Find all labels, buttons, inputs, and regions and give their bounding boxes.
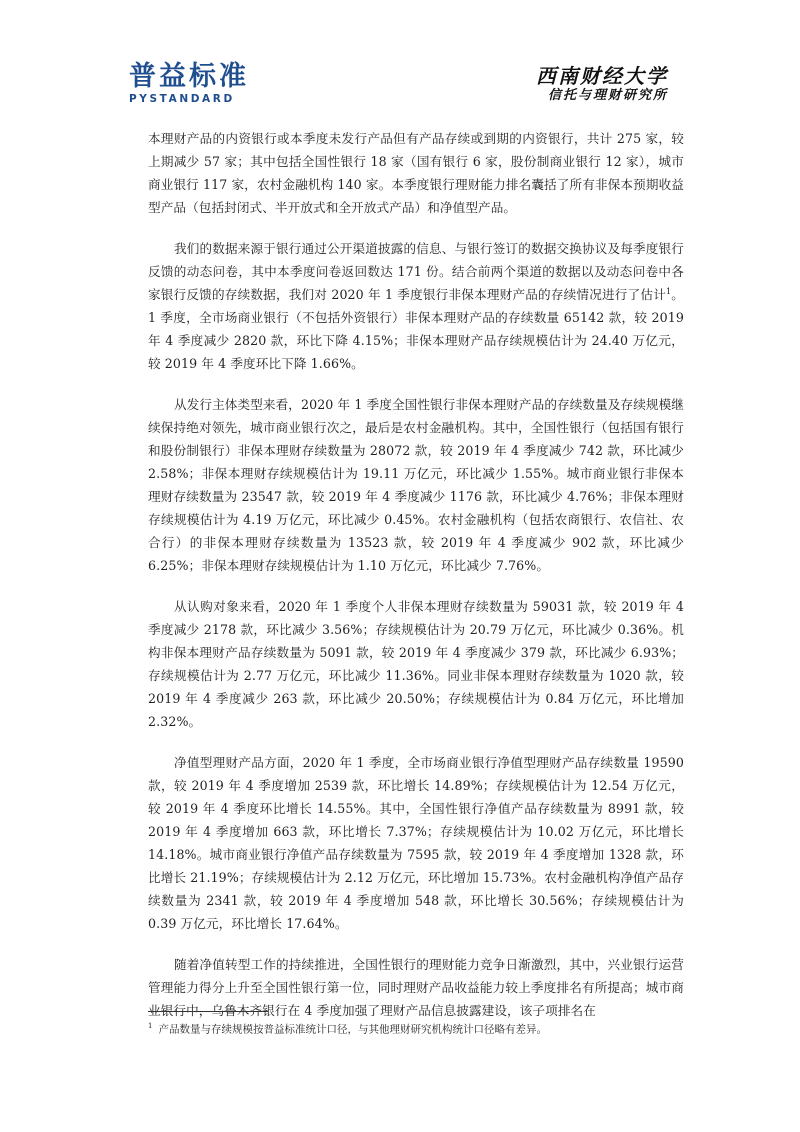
swufe-logo-cn: 西南财经大学	[536, 64, 668, 88]
footnote-text: 产品数量与存续规模按普益标准统计口径，与其他理财研究机构统计口径略有差异。	[158, 1023, 547, 1036]
paragraph-2-part-a: 我们的数据来源于银行通过公开渠道披露的信息、与银行签订的数据交换协议及每季度银行反馈的动态问卷，其中本季度问卷返回数达 171 份。结合前两个渠道的数据以及动态问卷中各家银行反馈的存续数据，我们对 2020 年 1 季度银行非保本理财产品的存续情况进行了估计	[148, 241, 684, 302]
swufe-logo	[536, 64, 668, 104]
footnote-mark: 1	[148, 1022, 153, 1030]
paragraph-3: 从发行主体类型来看，2020 年 1 季度全国性银行非保本理财产品的存续数量及存续规模继续保持绝对领先，城市商业银行次之，最后是农村金融机构。其中，全国性银行（包括国有银行和股份制银行）非保本理财存续数量为 28072 款，较 2019 年 4 季度减少 742 款，环比减少 2.58%；非保本理财存续规模估计为 19.11 万亿元，环比减少 1.55%。城市商业银行非保本理财存续数量为 23547 款，较 2019 年 4 季度减少 1176 款，环比减少 4.76%；非保本理财存续规模估计为 4.19 万亿元，环比减少 0.45%。农村金融机构（包括农商银行、农信社、农合行）的非保本理财存续数量为 13523 款，较 2019 年 4 季度减少 902 款，环比减少 6.25%；非保本理财存续规模估计为 1.10 万亿元，环比减少 7.76%。	[148, 397, 684, 573]
footnote-reference: 1	[666, 286, 672, 296]
paragraph-5: 净值型理财产品方面，2020 年 1 季度，全市场商业银行净值型理财产品存续数量 19590 款，较 2019 年 4 季度增加 2539 款，环比增长 14.89%；存续规模估计为 12.54 万亿元，较 2019 年 4 季度环比增长 14.55%。其中，全国性银行净值产品存续数量为 8991 款，较 2019 年 4 季度增加 663 款，环比增长 7.37%；存续规模估计为 10.02 万亿元，环比增长 14.18%。城市商业银行净值产品存续数量为 7595 款，较 2019 年 4 季度增加 1328 款，环比增长 21.19%；存续规模估计为 2.12 万亿元，环比增加 15.73%。农村金融机构净值产品存续数量为 2341 款，较 2019 年 4 季度增加 548 款，环比增长 30.56%；存续规模估计为 0.39 万亿元，环比增长 17.64%。	[148, 755, 684, 931]
pystandard-logo-cn: 普益标准	[129, 61, 249, 92]
footnote-divider	[148, 1011, 268, 1012]
paragraph-4: 从认购对象来看，2020 年 1 季度个人非保本理财存续数量为 59031 款，较 2019 年 4 季度减少 2178 款，环比减少 3.56%；存续规模估计为 20.79 万亿元，环比减少 0.36%。机构非保本理财产品存续数量为 5091 款，较 2019 年 4 季度减少 379 款，环比减少 6.93%；存续规模估计为 2.77 万亿元，环比减少 11.36%。同业非保本理财存续数量为 1020 款，较 2019 年 4 季度减少 263 款，环比减少 20.50%；存续规模估计为 0.84 万亿元，环比增加 2.32%。	[148, 599, 684, 729]
paragraph-2-part-b: 。1 季度，全市场商业银行（不包括外资银行）非保本理财产品的存续数量 65142 款，较 2019 年 4 季度减少 2820 款，环比下降 4.15%；非保本理财产品存续规模估计为 24.40 万亿元，较 2019 年 4 季度环比下降 1.66%。	[148, 287, 684, 371]
page-header	[0, 0, 800, 115]
paragraph-2	[148, 237, 684, 375]
pystandard-logo	[129, 62, 249, 106]
paragraph-6: 随着净值转型工作的持续推进，全国性银行的理财能力竞争日渐激烈，其中，兴业银行运营管理能力得分上升至全国性银行第一位，同时理财产品收益能力较上季度排名有所提高；城市商业银行中，乌鲁木齐银行在 4 季度加强了理财产品信息披露建设，该子项排名在	[148, 957, 684, 1018]
document-body	[148, 127, 684, 1040]
pystandard-logo-en: PYSTANDARD	[129, 93, 235, 105]
swufe-logo-sub: 信托与理财研究所	[547, 88, 668, 103]
paragraph-1: 本理财产品的内资银行或本季度未发行产品但有产品存续或到期的内资银行，共计 275 家，较上期减少 57 家；其中包括全国性银行 18 家（国有银行 6 家，股份制商业银行 12 家），城市商业银行 117 家，农村金融机构 140 家。本季度银行理财能力排名囊括了所有非保本预期收益型产品（包括封闭式、半开放式和全开放式产品）和净值型产品。	[148, 131, 684, 215]
footnote	[148, 1018, 684, 1038]
